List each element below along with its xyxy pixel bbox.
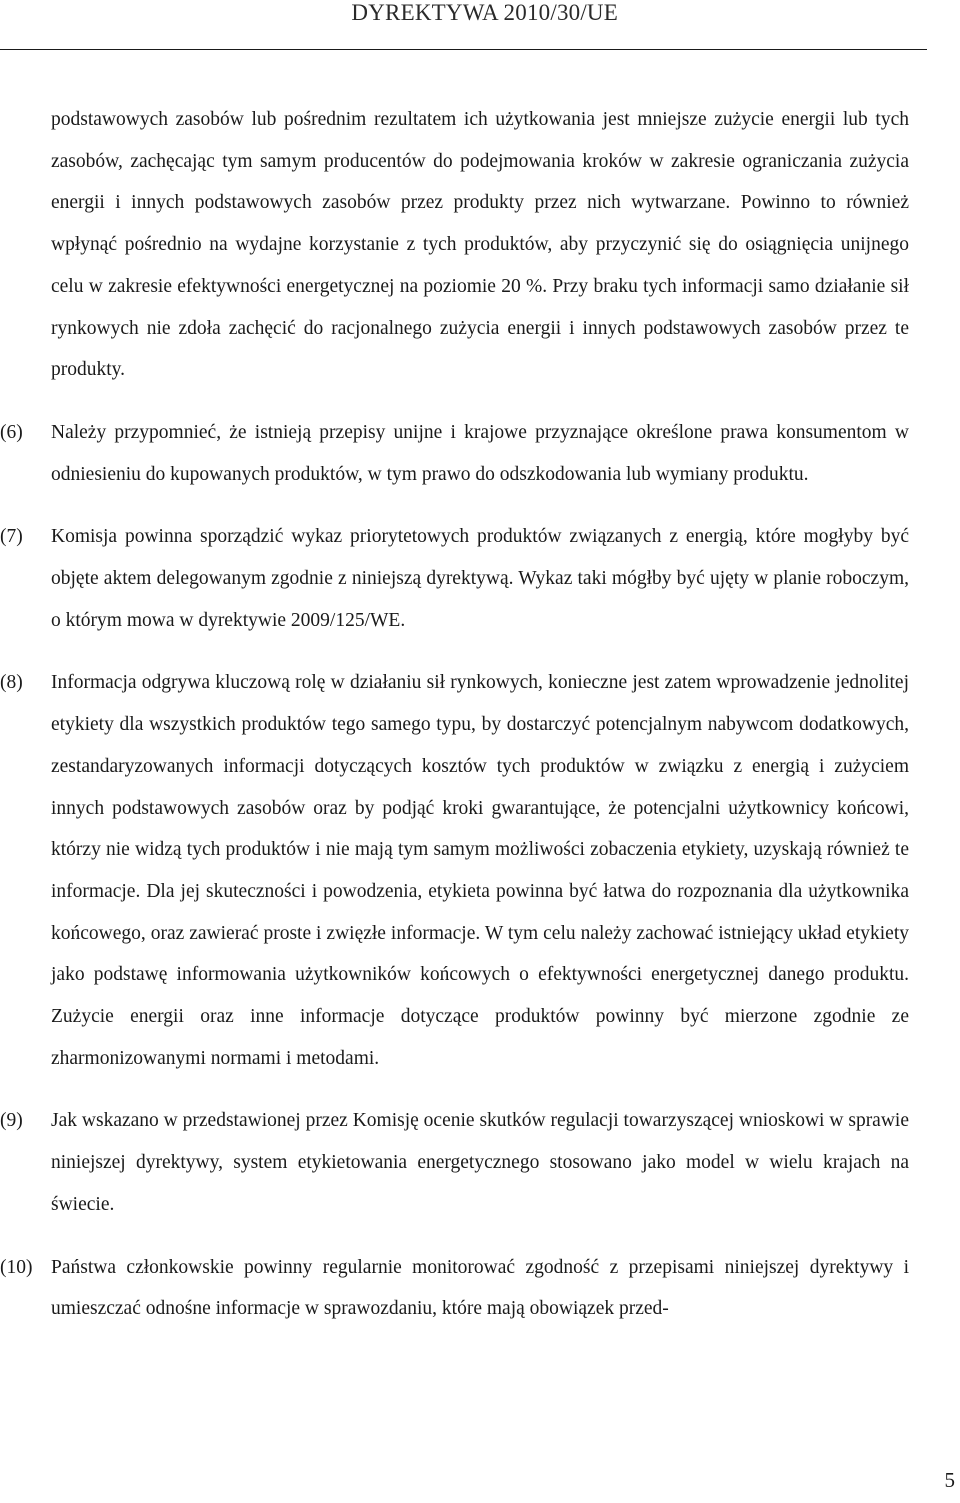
paragraph-number: (8): [0, 672, 23, 694]
paragraph-number: (9): [0, 1110, 23, 1132]
paragraph-continuation: [0, 99, 909, 391]
paragraph-6: [0, 412, 909, 495]
paragraph-number: (10): [0, 1256, 33, 1278]
paragraph-text: podstawowych zasobów lub pośrednim rezultatem ich użytkowania jest mniejsze zużycie energii lub tych zasobów, zachęcając tym samym producentów do podejmowania kroków w zakresie ograniczania zużycia energii i innych podstawowych zasobów przez produkty przez nich wytwarzane. Powinno to również wpłynąć pośrednio na wydajne korzystanie z tych produktów, aby przyczynić się do osiągnięcia unijnego celu w zakresie efektywności energetycznej na poziomie 20 %. Przy braku tych informacji samo działanie sił rynkowych nie zdoła zachęcić do racjonalnego zużycia energii i innych podstawowych zasobów przez te produkty.: [51, 109, 909, 381]
paragraph-10: [0, 1247, 909, 1330]
paragraph-text: Informacja odgrywa kluczową rolę w działaniu sił rynkowych, konieczne jest zatem wprowadzenie jednolitej etykiety dla wszystkich produktów tego samego typu, by dostarczyć potencjalnym nabywcom dodatkowych, zestandaryzowanych informacji dotyczących kosztów tych produktów w związku z energią i zużyciem innych podstawowych zasobów oraz by podjąć kroki gwarantujące, że potencjalni użytkownicy końcowi, którzy nie widzą tych produktów i nie mają tym samym możliwości zobaczenia etykiety, uzyskają również te informacje. Dla jej skuteczności i powodzenia, etykieta powinna być łatwa do rozpoznania dla użytkownika końcowego, oraz zawierać proste i zwięzłe informacje. W tym celu należy zachować istniejący układ etykiety jako podstawę informowania użytkowników końcowych o efektywności energetycznej danego produktu. Zużycie energii oraz inne informacje dotyczące produktów powinny być mierzone zgodnie ze zharmonizowanymi normami i metodami.: [51, 672, 909, 1069]
paragraph-number: (7): [0, 526, 23, 548]
header-title: DYREKTYWA 2010/30/UE: [351, 0, 618, 25]
page-header: [0, 0, 960, 56]
paragraph-9: [0, 1100, 909, 1225]
paragraph-text: Należy przypomnieć, że istnieją przepisy unijne i krajowe przyznające określone prawa konsumentom w odniesieniu do kupowanych produktów, w tym prawo do odszkodowania lub wymiany produktu.: [51, 421, 909, 485]
paragraph-text: Komisja powinna sporządzić wykaz priorytetowych produktów związanych z energią, które mogłyby być objęte aktem delegowanym zgodnie z niniejszą dyrektywą. Wykaz taki mógłby być ujęty w planie roboczym, o którym mowa w dyrektywie 2009/125/WE.: [51, 526, 909, 631]
paragraph-text: Państwa członkowskie powinny regularnie monitorować zgodność z przepisami niniejszej dyrektywy i umieszczać odnośne informacje w sprawozdaniu, które mają obowiązek przed-: [51, 1256, 909, 1320]
page-number: 5: [944, 1468, 955, 1492]
paragraph-8: [0, 662, 909, 1079]
paragraph-text: Jak wskazano w przedstawionej przez Komisję ocenie skutków regulacji towarzyszącej wnioskowi w sprawie niniejszej dyrektywy, system etykietowania energetycznego stosowano jako model w wielu krajach na świecie.: [51, 1110, 909, 1215]
paragraph-7: [0, 516, 909, 641]
header-rule: [0, 49, 927, 50]
document-body: [0, 99, 960, 1330]
paragraph-number: (6): [0, 421, 23, 443]
